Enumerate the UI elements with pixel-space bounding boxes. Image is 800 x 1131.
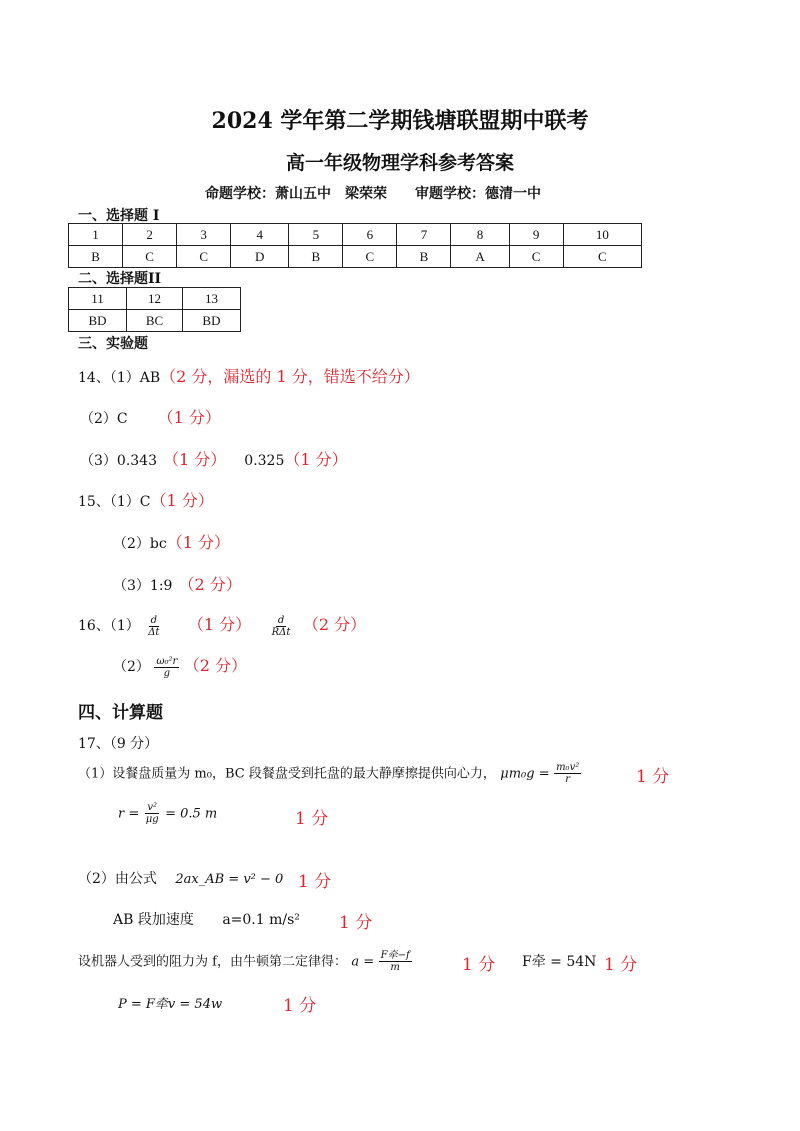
q17-4-score: 1 分 <box>283 996 317 1016</box>
table-cell: B <box>289 246 343 268</box>
q17-3-eq-left: a = <box>351 954 375 970</box>
answer-table-2 <box>68 287 241 332</box>
q17-3b-score: 1 分 <box>604 955 638 975</box>
table-cell: 12 <box>127 288 183 310</box>
table-cell: C <box>563 246 641 268</box>
answer-table-1 <box>68 223 642 268</box>
q17-part3 <box>78 950 412 973</box>
q17-3-score: 1 分 <box>462 955 496 975</box>
table-cell: BD <box>69 310 127 332</box>
section-4-heading: 四、计算题 <box>78 703 163 723</box>
q14-3-score: （1 分） <box>163 450 227 469</box>
table-cell: 6 <box>343 224 397 246</box>
q15-2-answer: （2）bc <box>113 536 167 552</box>
fraction-denominator: g <box>163 667 171 679</box>
q16-fraction-2 <box>270 615 293 638</box>
q17-1-fraction <box>554 762 581 785</box>
fraction-denominator: Δt <box>148 626 160 638</box>
q14-2-score: （1 分） <box>157 408 221 427</box>
table-row <box>69 288 241 310</box>
fraction-denominator: m <box>390 962 400 973</box>
q16-1b-score: （2 分） <box>302 615 367 634</box>
table-cell: BC <box>127 310 183 332</box>
table-cell: 5 <box>289 224 343 246</box>
q17-1b-eq-left: r = <box>118 806 140 822</box>
section-1-heading: 一、选择题 I <box>78 208 160 224</box>
fraction-numerator: ω₀²r <box>156 655 178 667</box>
q16-fraction-1 <box>146 615 161 638</box>
authors-line: 命题学校：萧山五中 梁荣荣 审题学校：德清一中 <box>205 186 541 202</box>
table-cell: 7 <box>397 224 451 246</box>
fraction-numerator: d <box>277 614 285 626</box>
fraction-denominator: RΔt <box>271 626 291 638</box>
q16-1-score: （1 分） <box>187 615 252 634</box>
q17-1b-score: 1 分 <box>295 809 329 829</box>
q17-part1b <box>118 802 217 825</box>
q17-1-equation: μm₀g = <box>500 766 550 782</box>
table-cell: 2 <box>123 224 177 246</box>
fraction-numerator: m₀v² <box>556 762 580 773</box>
table-cell: BD <box>182 310 240 332</box>
q16-line2 <box>113 653 247 679</box>
fraction-numerator: d <box>150 614 158 626</box>
q16-2-score: （2 分） <box>183 656 248 675</box>
q17-2-score: 1 分 <box>298 872 332 892</box>
table-cell: 3 <box>177 224 231 246</box>
section-3-heading: 三、实验题 <box>78 336 148 352</box>
q14-2-answer: （2）C <box>80 411 128 427</box>
q14-line2 <box>80 405 221 428</box>
q17-part2 <box>78 868 283 888</box>
page-subtitle: 高一年级物理学科参考答案 <box>285 152 514 174</box>
table-cell: 10 <box>563 224 641 246</box>
q15-1-score: （1 分） <box>150 491 214 510</box>
table-cell: C <box>123 246 177 268</box>
table-row <box>69 310 241 332</box>
table-cell: B <box>69 246 123 268</box>
table-cell: 1 <box>69 224 123 246</box>
q14-1-score: （2 分，漏选的 1 分，错选不给分） <box>160 367 420 386</box>
q15-2-score: （1 分） <box>166 533 230 552</box>
q14-3b-score: （1 分） <box>284 450 348 469</box>
section-2-heading: 二、选择题II <box>78 271 162 287</box>
q15-line3 <box>113 572 242 595</box>
q17-3b-equation: F牵 = 54N <box>522 954 597 970</box>
q14-line1 <box>78 364 420 387</box>
fraction-denominator: r <box>565 774 571 785</box>
q17-part1 <box>78 762 581 785</box>
table-cell: B <box>397 246 451 268</box>
q15-line2 <box>113 530 230 553</box>
page-title: 2024 学年第二学期钱塘联盟期中联考 <box>211 108 589 134</box>
table-cell: D <box>231 246 289 268</box>
table-cell: 9 <box>509 224 563 246</box>
q15-line1 <box>78 488 214 511</box>
table-cell: 8 <box>451 224 509 246</box>
q17-3-text: 设机器人受到的阻力为 f，由牛顿第二定律得： <box>78 954 347 970</box>
q14-3-answer: （3）0.343 <box>80 453 157 469</box>
q16-2-label: （2） <box>113 659 150 675</box>
q15-3-score: （2 分） <box>178 575 242 594</box>
table-cell: A <box>451 246 509 268</box>
q14-line3 <box>80 447 348 470</box>
q17-2b-equation: a=0.1 m/s² <box>222 912 300 928</box>
fraction-numerator: v² <box>147 802 157 813</box>
q17-1-score: 1 分 <box>636 767 670 787</box>
q17-1-text: （1）设餐盘质量为 m₀，BC 段餐盘受到托盘的最大静摩擦提供向心力， <box>78 766 496 782</box>
table-cell: 4 <box>231 224 289 246</box>
q17-3-fraction <box>379 950 412 973</box>
table-cell: 11 <box>69 288 127 310</box>
q17-2-text: （2）由公式 <box>78 871 157 887</box>
q17-4-equation: P = F牵v = 54w <box>118 997 223 1012</box>
fraction-numerator: F牵−f <box>380 950 410 961</box>
table-cell: C <box>177 246 231 268</box>
q17-2-equation: 2ax_AB = v² − 0 <box>175 872 284 887</box>
q17-2b-score: 1 分 <box>339 913 373 933</box>
q17-2b-text: AB 段加速度 <box>113 912 194 928</box>
q14-3b-answer: 0.325 <box>244 453 285 469</box>
q17-part2b <box>113 909 300 929</box>
q15-3-answer: （3）1:9 <box>113 578 173 594</box>
q14-1-answer: 14、（1）AB <box>78 370 161 386</box>
q17-1b-eq-right: = 0.5 m <box>165 806 218 822</box>
q16-1-label: 16、（1） <box>78 618 140 634</box>
table-row <box>69 246 642 268</box>
q16-line1 <box>78 612 366 638</box>
q17-label: 17、（9 分） <box>78 736 159 752</box>
table-cell: C <box>343 246 397 268</box>
q17-1b-fraction <box>144 802 161 825</box>
q16-fraction-3 <box>154 656 179 679</box>
table-cell: C <box>509 246 563 268</box>
q15-1-answer: 15、（1）C <box>78 494 151 510</box>
fraction-denominator: μg <box>145 814 159 825</box>
table-row <box>69 224 642 246</box>
table-cell: 13 <box>182 288 240 310</box>
